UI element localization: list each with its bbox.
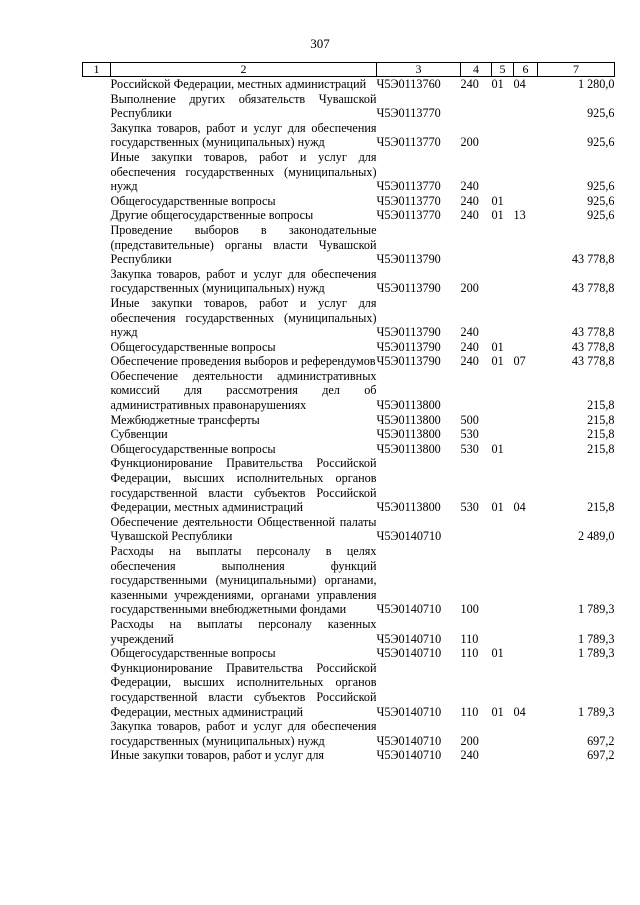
row-expense-type: 110 [460,631,479,646]
row-amount: 1 789,3 [577,646,615,661]
row-spacer [83,223,111,267]
row-code: Ч5Э0113760 [376,77,441,91]
row-section [492,617,514,646]
row-section [492,719,514,748]
row-subsection [514,719,538,748]
header-col-3: 3 [377,63,461,77]
row-amount: 215,8 [587,500,615,515]
row-expense-type: 530 [460,500,479,515]
row-amount: 697,2 [587,733,615,748]
table-row [83,515,615,544]
row-section: 01 [491,646,504,661]
row-amount: 1 789,3 [577,602,615,617]
row-subsection [514,150,538,194]
row-code: Ч5Э0113790 [376,252,441,267]
row-name: Общегосударственные вопросы [110,339,276,354]
row-expense-type: 240 [460,748,479,763]
row-subsection: 04 [513,704,526,719]
row-code: Ч5Э0140710 [376,704,442,719]
row-section: 01 [491,339,504,354]
row-expense-type: 530 [460,427,479,442]
row-amount: 1 789,3 [577,631,615,646]
table-row [83,267,615,296]
row-spacer [83,354,111,369]
row-spacer [83,296,111,340]
row-code: Ч5Э0140710 [376,631,442,646]
header-row [83,63,615,77]
row-section [492,296,514,340]
row-section: 01 [491,500,504,515]
row-code: Ч5Э0113800 [376,427,441,442]
header-col-2: 2 [111,63,377,77]
row-expense-type: 240 [460,339,479,354]
row-subsection [514,194,538,209]
row-code: Ч5Э0113790 [376,281,441,296]
table-row [83,617,615,646]
row-section [492,150,514,194]
row-spacer [83,150,111,194]
table-body [83,77,615,763]
row-amount: 43 778,8 [571,354,615,369]
row-name: Иные закупки товаров, работ и услуг для обеспечения государственных (муниципальных) нужд [110,295,377,340]
row-name: Функционирование Правительства Российской Федерации, высших исполнительных органов государственной власти субъектов Российской Федерации, местных администраций [110,456,377,515]
row-name: Другие общегосударственные вопросы [110,208,314,223]
header-col-6: 6 [514,63,538,77]
table-row [83,296,615,340]
row-expense-type: 530 [460,441,479,456]
table-row [83,748,615,763]
row-spacer [83,413,111,428]
row-section [492,369,514,413]
row-subsection [514,427,538,442]
row-subsection [514,296,538,340]
row-code: Ч5Э0113770 [376,193,441,208]
table-row [83,661,615,719]
row-code: Ч5Э0113770 [376,135,441,150]
row-spacer [83,121,111,150]
row-subsection: 13 [513,208,526,223]
header-col-1: 1 [83,63,111,77]
row-section [492,748,514,763]
row-name: Функционирование Правительства Российской Федерации, высших исполнительных органов государственной власти субъектов Российской Федерации, местных администраций [110,660,377,719]
table-row [83,719,615,748]
row-spacer [83,442,111,457]
row-expense-type: 240 [460,193,479,208]
row-code: Ч5Э0113790 [376,339,441,354]
table-row [83,354,615,369]
row-amount: 925,6 [587,106,615,121]
row-subsection [514,515,538,544]
table-row [83,92,615,121]
row-amount: 2 489,0 [577,529,615,544]
header-col-7: 7 [538,63,615,77]
row-section [492,267,514,296]
row-section [492,413,514,428]
row-amount: 215,8 [587,412,615,427]
row-amount: 925,6 [587,179,615,194]
row-code: Ч5Э0113800 [376,500,441,515]
row-subsection: 07 [513,354,526,369]
row-name: Иные закупки товаров, работ и услуг для [110,748,325,763]
row-code: Ч5Э0140710 [376,646,442,661]
row-name: Обеспечение деятельности административных комиссий для рассмотрения дел об административных правонарушениях [110,368,377,413]
header-col-4: 4 [461,63,492,77]
row-code: Ч5Э0140710 [376,748,442,763]
table-row [83,223,615,267]
row-section [492,427,514,442]
row-spacer [83,267,111,296]
row-section: 01 [491,193,504,208]
table-row [83,544,615,617]
row-expense-type: 200 [460,281,479,296]
row-section [492,515,514,544]
row-spacer [83,719,111,748]
row-subsection [514,646,538,661]
row-subsection [514,92,538,121]
row-name: Обеспечение проведения выборов и референдумов [110,354,376,369]
page-number: 307 [310,36,330,51]
row-expense-type: 200 [460,135,479,150]
row-subsection: 04 [513,77,526,91]
row-section: 01 [491,77,504,91]
row-section [492,223,514,267]
row-subsection [514,544,538,617]
row-expense-type [461,92,492,121]
row-name: Обеспечение деятельности Общественной палаты Чувашской Республики [110,514,377,544]
row-name: Расходы на выплаты персоналу казенных учреждений [110,616,377,646]
row-spacer [83,427,111,442]
row-spacer [83,646,111,661]
table-row [83,456,615,514]
row-amount: 925,6 [587,193,615,208]
row-amount: 925,6 [587,208,615,223]
row-spacer [83,208,111,223]
row-name: Проведение выборов в законодательные (представительные) органы власти Чувашской Республики [110,222,377,267]
row-subsection [514,748,538,763]
row-subsection [514,617,538,646]
row-spacer [83,661,111,719]
row-name: Российской Федерации, местных администраций [110,77,367,91]
row-subsection [514,223,538,267]
row-code: Ч5Э0113770 [376,106,441,121]
row-section: 01 [491,208,504,223]
table-row [83,208,615,223]
table-row [83,369,615,413]
row-code: Ч5Э0113800 [376,441,441,456]
row-expense-type [461,515,492,544]
row-amount: 925,6 [587,135,615,150]
row-expense-type [461,223,492,267]
row-subsection [514,413,538,428]
header-col-5: 5 [492,63,514,77]
row-spacer [83,748,111,763]
row-expense-type [461,369,492,413]
row-code: Ч5Э0140710 [376,529,442,544]
row-code: Ч5Э0113800 [376,412,441,427]
row-expense-type: 500 [460,412,479,427]
row-name: Закупка товаров, работ и услуг для обеспечения государственных (муниципальных) нужд [110,120,377,150]
row-expense-type: 240 [460,354,479,369]
row-spacer [83,456,111,514]
row-subsection [514,340,538,355]
budget-table [82,62,615,763]
row-name: Межбюджетные трансферты [110,412,260,427]
row-code: Ч5Э0113800 [376,398,441,413]
row-amount: 43 778,8 [571,325,615,340]
table-row [83,442,615,457]
row-amount: 43 778,8 [571,339,615,354]
row-expense-type: 240 [460,325,479,340]
row-name: Иные закупки товаров, работ и услуг для обеспечения государственных (муниципальных) нужд [110,149,377,194]
table-row [83,340,615,355]
row-spacer [83,340,111,355]
table-row [83,427,615,442]
row-amount: 1 789,3 [577,704,615,719]
table-row [83,150,615,194]
row-subsection [514,442,538,457]
row-name: Общегосударственные вопросы [110,441,276,456]
row-section: 01 [491,704,504,719]
row-code: Ч5Э0140710 [376,733,442,748]
table-row [83,77,615,92]
row-expense-type: 240 [460,179,479,194]
row-expense-type: 240 [460,208,479,223]
row-section [492,92,514,121]
row-code: Ч5Э0113770 [376,208,441,223]
row-subsection [514,369,538,413]
row-subsection [514,121,538,150]
row-name: Общегосударственные вопросы [110,193,276,208]
row-amount: 215,8 [587,441,615,456]
row-expense-type: 200 [460,733,479,748]
row-amount: 215,8 [587,427,615,442]
row-spacer [83,515,111,544]
row-spacer [83,194,111,209]
row-name: Субвенции [110,427,168,442]
row-subsection: 04 [513,500,526,515]
row-spacer [83,77,111,92]
row-code: Ч5Э0140710 [376,602,442,617]
table-row [83,121,615,150]
row-name: Закупка товаров, работ и услуг для обеспечения государственных (муниципальных) нужд [110,719,377,748]
table-row [83,194,615,209]
row-spacer [83,92,111,121]
row-spacer [83,369,111,413]
table-row [83,413,615,428]
row-section: 01 [491,354,504,369]
row-name: Расходы на выплаты персоналу в целях обеспечения выполнения функций государственными (муниципальными) органами, казенными учреждениями, органами управления государственными внебюджетными фондами [110,544,377,617]
row-name: Выполнение других обязательств Чувашской Республики [110,91,377,121]
row-code: Ч5Э0113790 [376,325,441,340]
row-amount: 1 280,0 [577,77,615,91]
row-name: Общегосударственные вопросы [110,646,276,661]
row-code: Ч5Э0113770 [376,179,441,194]
row-amount: 43 778,8 [571,281,615,296]
row-expense-type: 100 [460,602,479,617]
row-section [492,544,514,617]
row-amount: 43 778,8 [571,252,615,267]
row-expense-type: 110 [460,646,479,661]
row-amount: 697,2 [587,748,615,763]
row-spacer [83,544,111,617]
row-section: 01 [491,441,504,456]
row-amount: 215,8 [587,398,615,413]
row-expense-type: 110 [460,704,479,719]
row-expense-type: 240 [460,77,479,91]
row-code: Ч5Э0113790 [376,354,441,369]
row-spacer [83,617,111,646]
row-section [492,121,514,150]
row-subsection [514,267,538,296]
row-name: Закупка товаров, работ и услуг для обеспечения государственных (муниципальных) нужд [110,266,377,296]
table-row [83,646,615,661]
